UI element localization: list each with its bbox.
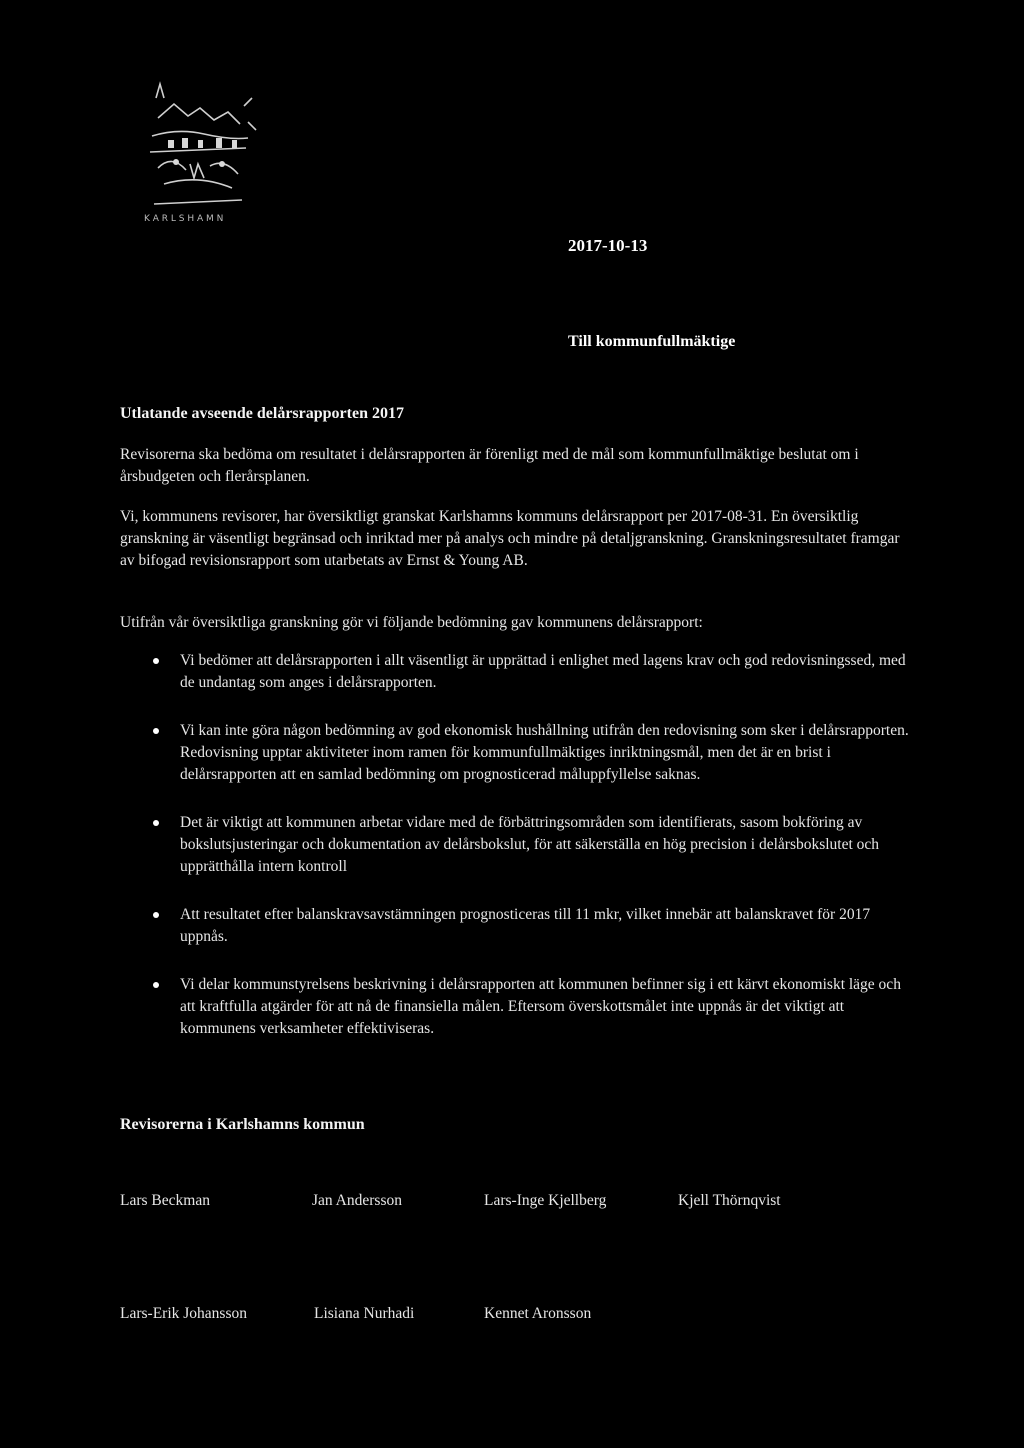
list-item [120,812,910,878]
paragraph-2: Vi, kommunens revisorer, har översiktligt granskat Karlshamns kommuns delårsrapport per 2017-08-31. En översiktlig granskning är väsentligt begränsad och inriktad mer på analys och mindre på detaljgranskning. Granskningsresultatet framgar av bifogad revisionsrapport som utarbetats av Ernst & Young AB. [120,508,900,569]
bullet-icon [153,658,159,664]
signatory-name: Jan Andersson [312,1192,402,1209]
municipal-crest-icon [128,78,268,228]
recipient: Till kommunfullmäktige [568,333,736,350]
list-item [120,720,910,786]
bullet-icon [153,728,159,734]
list-item-text: Vi delar kommunstyrelsens beskrivning i delårsrapporten att kommunen befinner sig i ett kärvt ekonomiskt läge och att kraftfulla atgärder för att nå de finansiella målen. Eftersom överskottsmålet inte uppnås är det viktigt att kommunens verksamheter effektiviseras. [180,976,901,1037]
list-item [120,904,910,948]
bullet-icon [153,982,159,988]
list-item [120,650,910,694]
bullet-icon [153,820,159,826]
list-item [120,974,910,1040]
list-item-text: Det är viktigt att kommunen arbetar vidare med de förbättringsområden som identifierats, sasom bokföring av bokslutsjusteringar och dokumentation av delårsbokslut, för att säkerställa en hög precision i delårsbokslutet och upprätthålla intern kontroll [180,814,880,875]
paragraph-1: Revisorerna ska bedöma om resultatet i delårsrapporten är förenligt med de mål som kommunfullmäktige beslutat om i årsbudgeten och flerårsplanen. [120,446,859,485]
signatory-name: Lars-Inge Kjellberg [484,1192,607,1209]
bullet-icon [153,912,159,918]
document-heading: Utlatande avseende delårsrapporten 2017 [120,405,404,422]
signatory-name: Lisiana Nurhadi [314,1305,415,1322]
document-date: 2017-10-13 [568,236,648,255]
signatory-name: Lars Beckman [120,1192,210,1209]
list-item-text: Vi bedömer att delårsrapporten i allt väsentligt är upprättad i enlighet med lagens krav och god redovisningssed, med de undantag som anges i delårsrapporten. [180,652,906,691]
signoff: Revisorerna i Karlshamns kommun [120,1116,365,1133]
signatory-name: Lars-Erik Johansson [120,1305,247,1322]
paragraph-3: Utifrån vår översiktliga granskning gör vi följande bedömning gav kommunens delårsrapport: [120,614,703,631]
signatory-name: Kennet Aronsson [484,1305,592,1322]
signatory-name: Kjell Thörnqvist [678,1192,781,1209]
list-item-text: Vi kan inte göra någon bedömning av god ekonomisk hushållning utifrån den redovisning som sker i delårsrapporten. Redovisning upptar aktiviteter inom ramen för kommunfullmäktiges inriktningsmål, men det är en brist i delårsrapporten att en samlad bedömning om prognosticerad måluppfyllelse saknas. [180,722,909,783]
svg-text:K A R L S H A M N: K A R L S H A M N [144,214,224,224]
assessment-list [120,650,910,1066]
list-item-text: Att resultatet efter balanskravsavstämningen prognosticeras till 11 mkr, vilket innebär att balanskravet för 2017 uppnås. [180,906,871,945]
